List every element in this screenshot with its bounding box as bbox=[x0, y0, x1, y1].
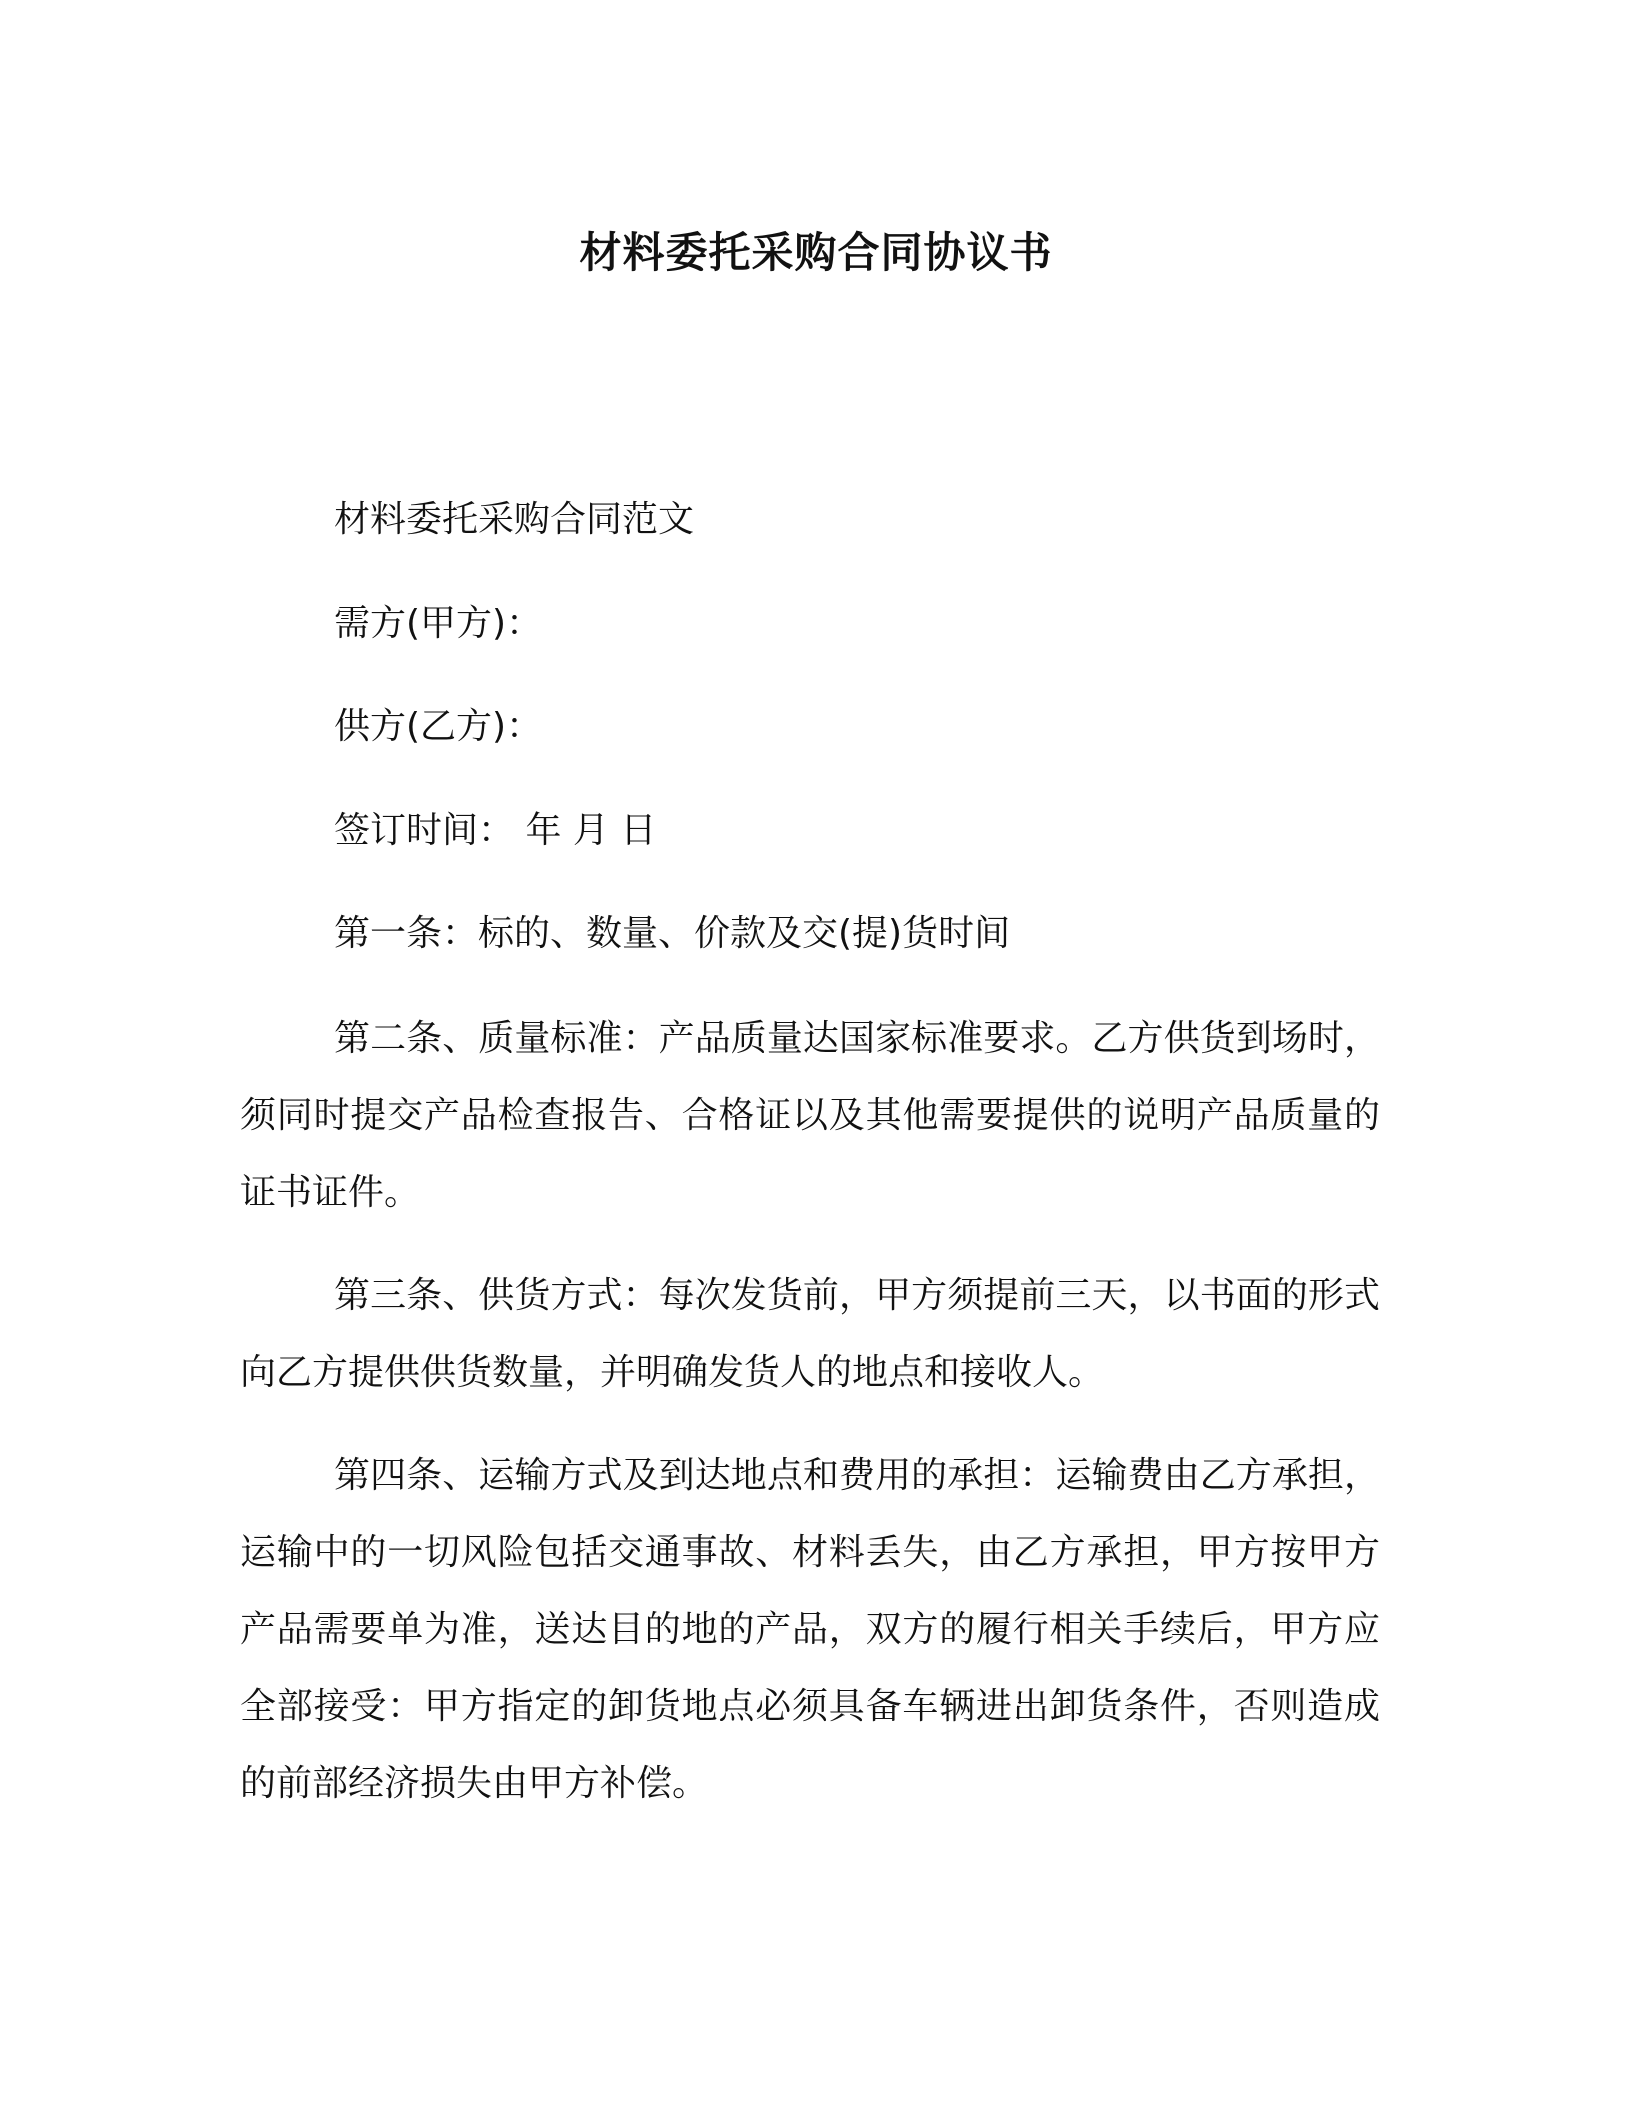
article-3: 第三条、供货方式：每次发货前，甲方须提前三天，以书面的形式向乙方提供供货数量，并明确发货人的地点和接收人。 bbox=[240, 1275, 1380, 1393]
article-1: 第一条：标的、数量、价款及交(提)货时间 bbox=[334, 913, 1011, 954]
sign-date-line: 签订时间： 年 月 日 bbox=[334, 810, 657, 851]
supplier-line: 供方(乙方)： bbox=[334, 706, 543, 747]
article-4: 第四条、运输方式及到达地点和费用的承担：运输费由乙方承担，运输中的一切风险包括交通事故、材料丢失，由乙方承担，甲方按甲方产品需要单为准，送达目的地的产品，双方的履行相关手续后，甲方应全部接受：甲方指定的卸货地点必须具备车辆进出卸货条件，否则造成的前部经济损失由甲方补偿。 bbox=[240, 1455, 1380, 1804]
article-2: 第二条、质量标准：产品质量达国家标准要求。乙方供货到场时，须同时提交产品检查报告、合格证以及其他需要提供的说明产品质量的证书证件。 bbox=[240, 1018, 1380, 1213]
document-title: 材料委托采购合同协议书 bbox=[579, 228, 1053, 277]
contract-subtitle: 材料委托采购合同范文 bbox=[334, 499, 695, 540]
buyer-line: 需方(甲方)： bbox=[334, 603, 543, 644]
